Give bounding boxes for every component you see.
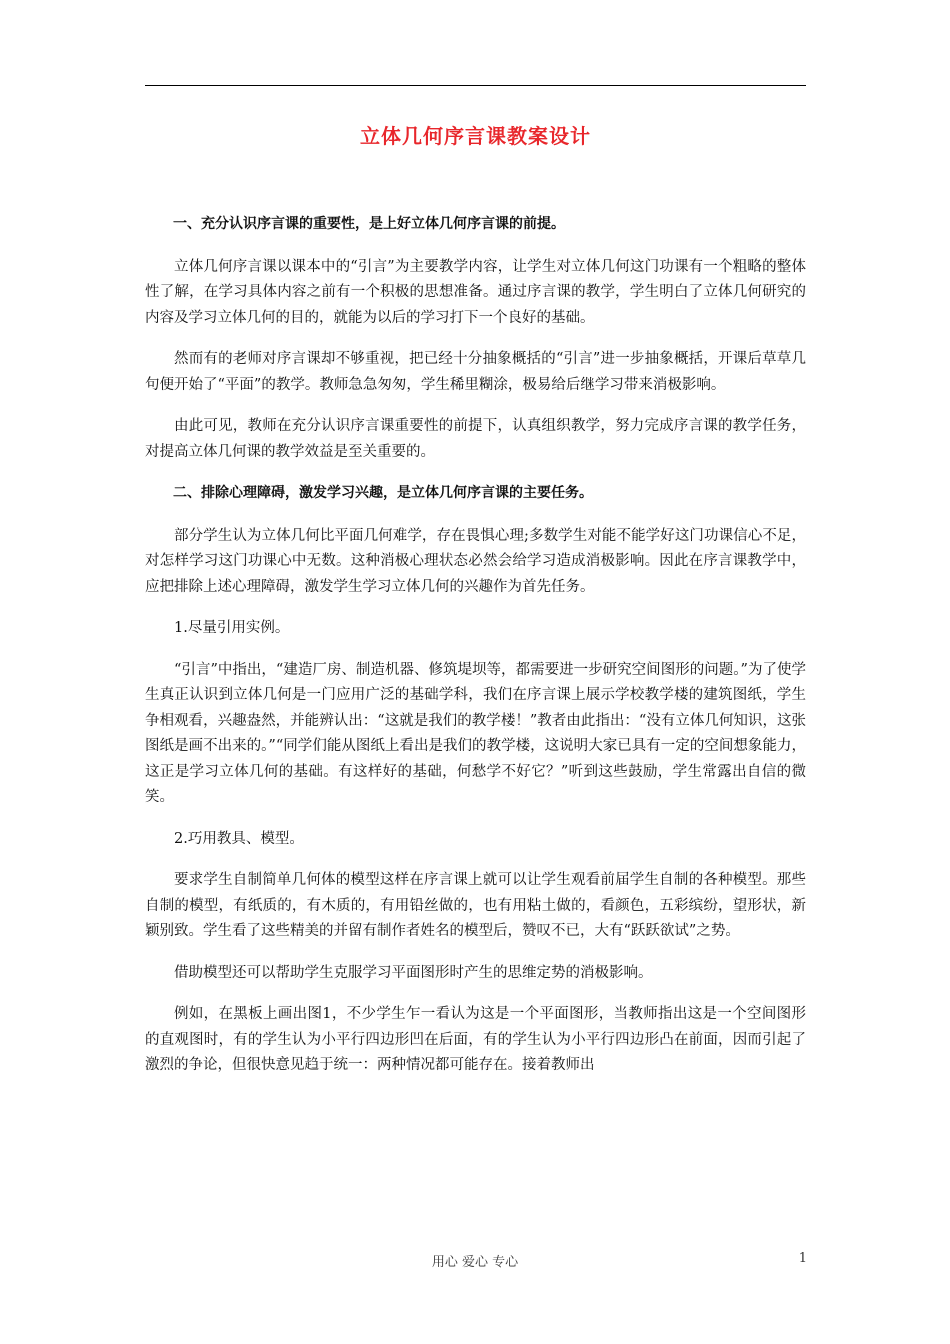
body-paragraph: 部分学生认为立体几何比平面几何难学，存在畏惧心理;多数学生对能不能学好这门功课信心不足，对怎样学习这门功课心中无数。这种消极心理状态必然会给学习造成消极影响。因此在序言课教学中，应把排除上述心理障碍，激发学生学习立体几何的兴趣作为首先任务。 [145, 527, 806, 595]
subsection-label-1: 1.尽量引用实例。 [174, 620, 290, 636]
footer-motto: 用心 爱心 专心 [431, 1255, 519, 1270]
body-paragraph: 由此可见，教师在充分认识序言课重要性的前提下，认真组织教学，努力完成序言课的教学任务，对提高立体几何课的教学效益是至关重要的。 [145, 418, 806, 460]
section-heading-2: 二、排除心理障碍，激发学习兴趣，是立体几何序言课的主要任务。 [173, 485, 593, 501]
document-title: 立体几何序言课教案设计 [360, 124, 591, 148]
section-heading-1: 一、充分认识序言课的重要性，是上好立体几何序言课的前提。 [173, 216, 565, 232]
page-number: 1 [798, 1251, 807, 1266]
document-body [145, 212, 806, 1095]
body-paragraph: “引言”中指出，“建造厂房、制造机器、修筑堤坝等，都需要进一步研究空间图形的问题。”为了使学生真正认识到立体几何是一门应用广泛的基础学科，我们在序言课上展示学校教学楼的建筑图纸，学生争相观看，兴趣盎然，并能辨认出：“这就是我们的教学楼！”教者由此指出：“没有立体几何知识，这张图纸是画不出来的。”“同学们能从图纸上看出是我们的教学楼，这说明大家已具有一定的空间想象能力，这正是学习立体几何的基础。有这样好的基础，何愁学不好它？”听到这些鼓励，学生常露出自信的微笑。 [145, 661, 806, 805]
body-paragraph: 借助模型还可以帮助学生克服学习平面图形时产生的思维定势的消极影响。 [174, 964, 653, 981]
header-rule [145, 85, 806, 86]
body-paragraph: 例如，在黑板上画出图1，不少学生乍一看认为这是一个平面图形，当教师指出这是一个空间图形的直观图时，有的学生认为小平行四边形凹在后面，有的学生认为小平行四边形凸在前面，因而引起了激烈的争论，但很快意见趋于统一：两种情况都可能存在。接着教师出 [145, 1006, 806, 1073]
body-paragraph: 然而有的老师对序言课却不够重视，把已经十分抽象概括的“引言”进一步抽象概括，开课后草草几句便开始了“平面”的教学。教师急急匆匆，学生稀里糊涂，极易给后继学习带来消极影响。 [145, 351, 806, 393]
body-paragraph: 立体几何序言课以课本中的“引言”为主要教学内容，让学生对立体几何这门功课有一个粗略的整体性了解，在学习具体内容之前有一个积极的思想准备。通过序言课的教学，学生明白了立体几何研究的内容及学习立体几何的目的，就能为以后的学习打下一个良好的基础。 [145, 258, 806, 326]
body-paragraph: 要求学生自制简单几何体的模型这样在序言课上就可以让学生观看前届学生自制的各种模型。那些自制的模型，有纸质的，有木质的，有用铅丝做的，也有用粘土做的，看颜色，五彩缤纷，望形状，新颖别致。学生看了这些精美的并留有制作者姓名的模型后，赞叹不已，大有“跃跃欲试”之势。 [145, 872, 806, 939]
subsection-label-2: 2.巧用教具、模型。 [174, 830, 304, 847]
